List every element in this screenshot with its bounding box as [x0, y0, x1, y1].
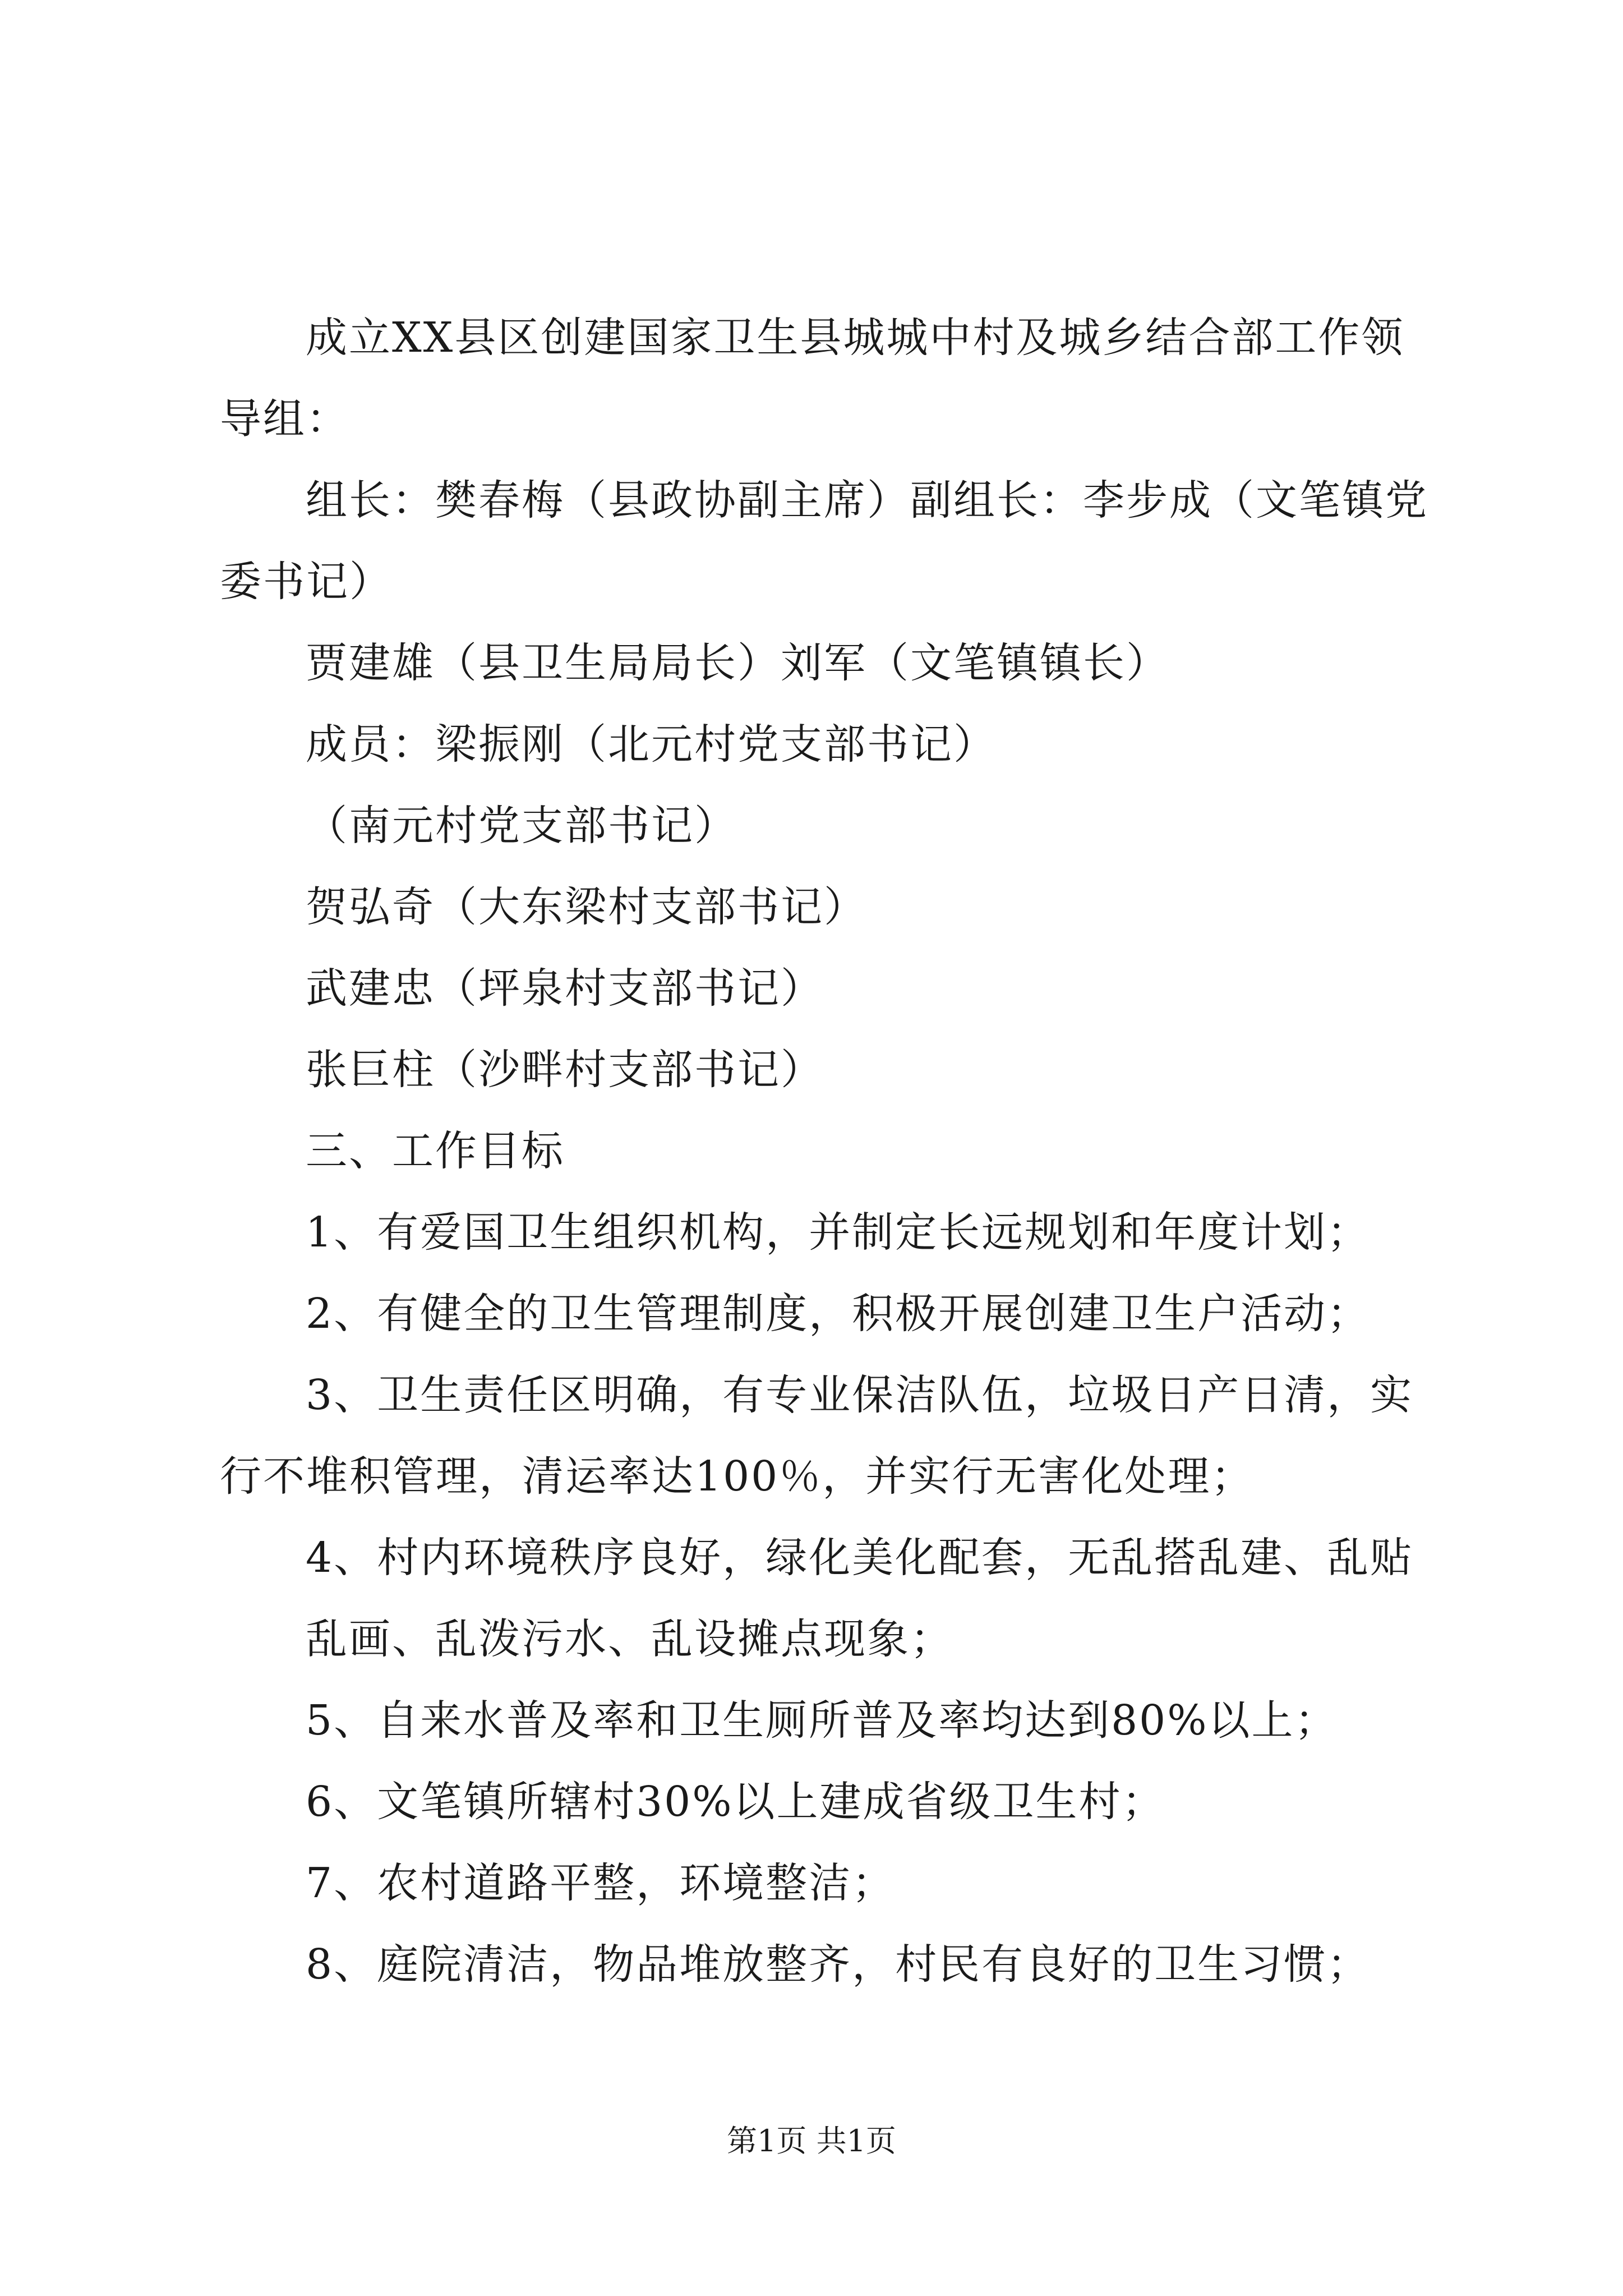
- page-footer: 第1页 共1页: [727, 2123, 896, 2159]
- member-line-4: 武建忠（坪泉村支部书记）: [306, 964, 824, 1013]
- leader-line-1: 组长：樊春梅（县政协副主席）副组长：李步成（文笔镇党: [306, 476, 1428, 524]
- goal-item-1: 1、有爱国卫生组织机构，并制定长远规划和年度计划；: [306, 1208, 1371, 1257]
- goal-item-7: 7、农村道路平整，环境整洁；: [306, 1859, 896, 1907]
- goal-item-3-line-1: 3、卫生责任区明确，有专业保洁队伍，垃圾日产日清，实: [306, 1371, 1414, 1419]
- section-heading: 三、工作目标: [306, 1127, 565, 1175]
- deputy-leader-line: 贾建雄（县卫生局局长）刘军（文笔镇镇长）: [306, 639, 1169, 687]
- paragraph-intro-line-1: 成立XX县区创建国家卫生县城城中村及城乡结合部工作领: [306, 314, 1405, 362]
- leader-line-2: 委书记）: [220, 558, 393, 606]
- member-line-2: （南元村党支部书记）: [306, 802, 737, 850]
- goal-item-3-line-2: 行不堆积管理，清运率达100％，并实行无害化处理；: [220, 1452, 1255, 1501]
- goal-item-8: 8、庭院清洁，物品堆放整齐，村民有良好的卫生习惯；: [306, 1940, 1371, 1989]
- goal-item-5: 5、自来水普及率和卫生厕所普及率均达到80%以上；: [306, 1696, 1338, 1745]
- goal-item-4-line-2: 乱画、乱泼污水、乱设摊点现象；: [306, 1615, 953, 1663]
- goal-item-4-line-1: 4、村内环境秩序良好，绿化美化配套，无乱搭乱建、乱贴: [306, 1534, 1414, 1582]
- member-line-3: 贺弘奇（大东梁村支部书记）: [306, 883, 867, 931]
- member-line-5: 张巨柱（沙畔村支部书记）: [306, 1046, 824, 1094]
- goal-item-2: 2、有健全的卫生管理制度，积极开展创建卫生户活动；: [306, 1290, 1371, 1338]
- paragraph-intro-line-2: 导组：: [220, 395, 349, 443]
- goal-item-6: 6、文笔镇所辖村30%以上建成省级卫生村；: [306, 1778, 1165, 1826]
- member-line-1: 成员：梁振刚（北元村党支部书记）: [306, 720, 997, 769]
